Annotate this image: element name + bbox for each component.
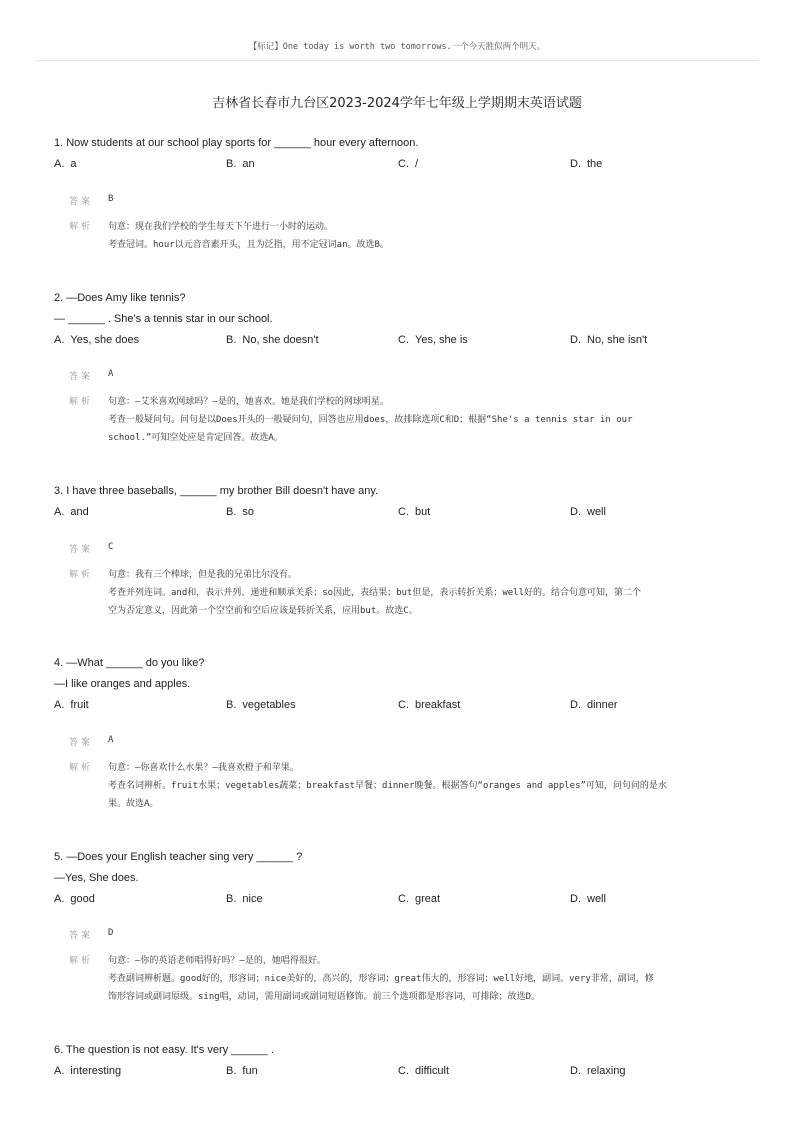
answer-value: B	[108, 194, 114, 204]
option-text: a	[70, 158, 77, 170]
option-letter: D.	[570, 1065, 581, 1077]
option-b	[226, 699, 296, 711]
option-text: so	[242, 506, 255, 518]
option-d	[570, 699, 618, 711]
option-text: /	[415, 158, 419, 170]
option-text: great	[415, 893, 441, 905]
explanation-line: 考查并列连词。and和，表示并列、递进和顺承关系；so因此，表结果；but但是，表示转折关系；well好的。结合句意可知，第二个	[108, 588, 642, 598]
option-c	[398, 1065, 449, 1077]
option-b	[226, 506, 254, 518]
explanation-line: 考查副词辨析题。good好的，形容词；nice美好的，高兴的，形容词；great伟大的，形容词；well好地，副词。very非常，副词，修	[108, 974, 654, 984]
answer-value: C	[108, 542, 114, 552]
page-title: 吉林省长春市九台区2023-2024学年七年级上学期期末英语试题	[212, 96, 582, 111]
question-stem: 1. Now students at our school play sports for ______ hour every afternoon.	[54, 137, 419, 149]
explanation-line: 句意：—你喜欢什么水果？—我喜欢橙子和苹果。	[108, 763, 299, 773]
option-letter: A.	[54, 158, 65, 170]
explanation-line: 饰形容词或副词原级。sing唱，动词，需用副词或副词短语修饰。前三个选项都是形容词，可排除；故选D。	[108, 992, 541, 1002]
answer-value: A	[108, 369, 114, 379]
option-text: vegetables	[242, 699, 296, 711]
option-text: fun	[242, 1065, 258, 1077]
question-stem: 3. I have three baseballs, ______ my brother Bill doesn't have any.	[54, 485, 379, 497]
option-c	[398, 506, 430, 518]
explanation-line: 句意：—艾米喜欢网球吗？—是的，她喜欢。她是我们学校的网球明星。	[108, 397, 389, 407]
option-letter: C.	[398, 334, 409, 346]
option-d	[570, 334, 647, 346]
option-text: but	[415, 506, 431, 518]
option-letter: C.	[398, 699, 409, 711]
option-letter: B.	[226, 334, 237, 346]
explanation-label: 解析	[69, 763, 94, 773]
option-letter: A.	[54, 1065, 65, 1077]
option-text: relaxing	[587, 1065, 626, 1077]
option-b	[226, 334, 319, 346]
option-text: dinner	[587, 699, 618, 711]
option-letter: A.	[54, 893, 65, 905]
option-letter: D.	[570, 893, 581, 905]
option-b	[226, 893, 263, 905]
explanation-line: school.”可知空处应是肯定回答。故选A。	[108, 433, 283, 443]
explanation-line: 句意：—你的英语老师唱得好吗？—是的，她唱得很好。	[108, 956, 326, 966]
option-c	[398, 334, 468, 346]
option-letter: B.	[226, 506, 237, 518]
option-d	[570, 1065, 626, 1077]
explanation-label: 解析	[69, 570, 94, 580]
header-note: 【标记】One today is worth two tomorrows.一个今天胜似两个明天。	[248, 42, 546, 52]
answer-value: D	[108, 928, 114, 938]
option-b	[226, 158, 255, 170]
option-letter: B.	[226, 158, 237, 170]
option-letter: A.	[54, 699, 65, 711]
option-letter: D.	[570, 158, 581, 170]
option-a	[54, 506, 89, 518]
option-letter: C.	[398, 1065, 409, 1077]
option-letter: A.	[54, 506, 65, 518]
option-text: breakfast	[415, 699, 461, 711]
option-text: nice	[242, 893, 263, 905]
option-text: an	[242, 158, 255, 170]
explanation-line: 句意：我有三个棒球，但是我的兄弟比尔没有。	[108, 570, 298, 580]
option-a	[54, 334, 139, 346]
question-stem: 2. —Does Amy like tennis?	[54, 292, 186, 304]
option-text: well	[587, 893, 606, 905]
answer-value: A	[108, 735, 114, 745]
option-text: Yes, she is	[415, 334, 468, 346]
option-d	[570, 158, 602, 170]
option-letter: D.	[570, 506, 581, 518]
option-text: the	[587, 158, 603, 170]
explanation-line: 句意：现在我们学校的学生每天下午进行一小时的运动。	[108, 222, 334, 232]
explanation-label: 解析	[69, 397, 94, 407]
answer-label: 答案	[69, 738, 94, 748]
option-text: No, she isn't	[587, 334, 648, 346]
option-a	[54, 158, 77, 170]
header-divider	[36, 60, 758, 61]
option-d	[570, 893, 606, 905]
option-d	[570, 506, 606, 518]
explanation-line: 考查冠词。hour以元音音素开头，且为泛指，用不定冠词an。故选B。	[108, 240, 389, 250]
option-letter: B.	[226, 893, 237, 905]
explanation-line: 考查名词辨析。fruit水果；vegetables蔬菜；breakfast早餐；dinner晚餐。根据答句“oranges and apples”可知，问句问的是水	[108, 781, 667, 791]
option-letter: D.	[570, 699, 581, 711]
option-letter: D.	[570, 334, 581, 346]
answer-label: 答案	[69, 931, 94, 941]
option-c	[398, 158, 418, 170]
explanation-line: 空为否定意义，因此第一个空空前和空后应该是转折关系，应用but。故选C。	[108, 606, 418, 616]
option-letter: B.	[226, 1065, 237, 1077]
question-stem: 5. —Does your English teacher sing very ______ ?	[54, 851, 303, 863]
explanation-line: 果。故选A。	[108, 799, 159, 809]
option-a	[54, 1065, 121, 1077]
explanation-line: 考查一般疑问句。问句是以Does开头的一般疑问句，回答也应用does，故排除选项C和D；根据“She's a tennis star in our	[108, 415, 633, 425]
option-letter: B.	[226, 699, 237, 711]
option-text: interesting	[70, 1065, 122, 1077]
option-text: difficult	[415, 1065, 450, 1077]
explanation-label: 解析	[69, 222, 94, 232]
answer-label: 答案	[69, 372, 94, 382]
option-text: and	[70, 506, 89, 518]
option-letter: C.	[398, 893, 409, 905]
question-stem: —I like oranges and apples.	[54, 678, 191, 690]
option-text: well	[587, 506, 606, 518]
question-stem: —Yes, She does.	[54, 872, 139, 884]
answer-label: 答案	[69, 197, 94, 207]
option-c	[398, 699, 460, 711]
option-letter: C.	[398, 158, 409, 170]
option-c	[398, 893, 440, 905]
option-a	[54, 699, 89, 711]
option-text: fruit	[70, 699, 89, 711]
option-letter: A.	[54, 334, 65, 346]
option-text: Yes, she does	[70, 334, 140, 346]
option-text: No, she doesn't	[242, 334, 319, 346]
explanation-label: 解析	[69, 956, 94, 966]
answer-label: 答案	[69, 545, 94, 555]
option-a	[54, 893, 95, 905]
question-stem: 4. —What ______ do you like?	[54, 657, 205, 669]
option-letter: C.	[398, 506, 409, 518]
option-b	[226, 1065, 258, 1077]
question-stem: — ______ . She's a tennis star in our school.	[54, 313, 273, 325]
question-stem: 6. The question is not easy. It's very ______ .	[54, 1044, 274, 1056]
option-text: good	[70, 893, 95, 905]
